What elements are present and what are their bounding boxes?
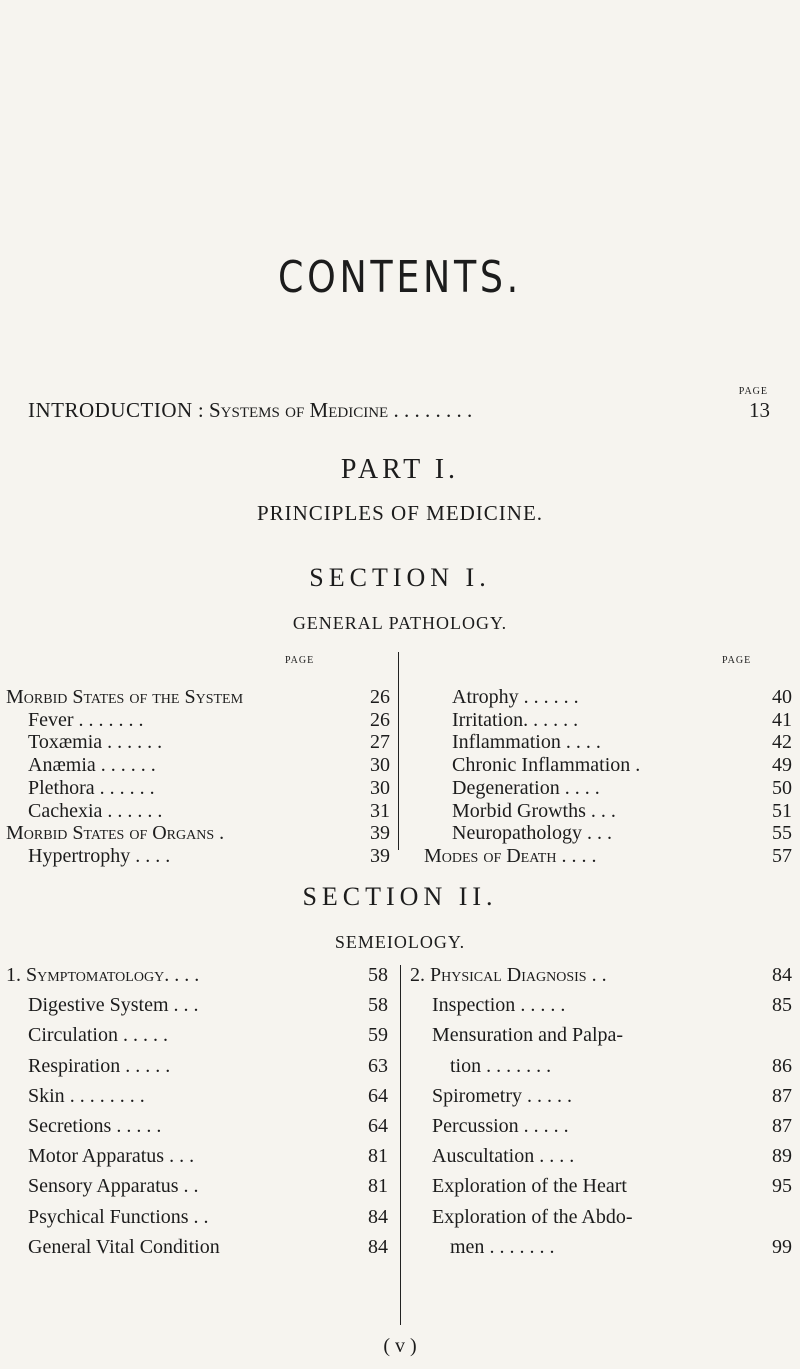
toc-entry[interactable] xyxy=(410,1024,792,1047)
toc-entry-page: 99 xyxy=(772,1235,792,1258)
toc-entry-leader: . xyxy=(214,822,225,845)
section-1-left-page-label: PAGE xyxy=(285,655,315,666)
toc-entry-page: 84 xyxy=(368,1205,388,1228)
toc-entry-label: Exploration of the Heart xyxy=(432,1175,627,1198)
toc-entry[interactable] xyxy=(410,1236,792,1259)
toc-entry[interactable] xyxy=(412,800,792,823)
toc-entry[interactable] xyxy=(412,709,792,732)
toc-entry-label: Sensory Apparatus xyxy=(28,1175,179,1198)
toc-entry-label: men xyxy=(450,1235,485,1258)
toc-entry-leader: . . . . . xyxy=(522,1084,572,1107)
toc-entry[interactable] xyxy=(410,1145,792,1168)
toc-entry-page: 51 xyxy=(772,799,792,822)
toc-entry-page: 84 xyxy=(772,964,792,986)
toc-entry-leader: . . . . . . xyxy=(94,776,155,799)
toc-entry-leader: . . . . . xyxy=(111,1115,162,1137)
section-2-column-divider xyxy=(400,965,401,1325)
toc-entry-label: Spirometry xyxy=(432,1084,522,1107)
toc-entry-leader: . . . . . xyxy=(518,1115,569,1137)
toc-entry-page: 64 xyxy=(368,1084,388,1107)
toc-entry-page: 49 xyxy=(772,754,792,777)
toc-entry-label: Circulation xyxy=(28,1024,118,1047)
toc-entry-leader: . . . . . . . xyxy=(484,1235,555,1258)
toc-entry-leader: . . . . . . xyxy=(518,686,579,708)
toc-entry[interactable] xyxy=(6,686,390,709)
toc-entry-label: Secretions xyxy=(28,1115,112,1137)
toc-entry[interactable] xyxy=(6,709,390,732)
toc-entry-leader: . xyxy=(630,754,641,777)
toc-entry[interactable] xyxy=(410,1175,792,1198)
toc-entry[interactable] xyxy=(412,845,792,868)
toc-entry-page: 42 xyxy=(772,731,792,754)
toc-entry-label: Morbid States of the System xyxy=(6,686,244,708)
toc-entry[interactable] xyxy=(6,822,390,845)
toc-entry-leader: . . xyxy=(586,964,607,986)
toc-entry-page: 81 xyxy=(368,1145,388,1168)
toc-entry-page: 87 xyxy=(772,1084,792,1107)
toc-entry-label: 1. Symptomatology xyxy=(6,964,165,986)
toc-entry-leader: . . . . . . . . xyxy=(64,1084,145,1107)
toc-entry-page: 85 xyxy=(772,994,792,1017)
toc-entry-leader: . . . xyxy=(585,799,616,822)
toc-entry-leader: . . xyxy=(178,1175,199,1198)
part-subtitle: PRINCIPLES OF MEDICINE. xyxy=(256,501,544,525)
toc-entry[interactable] xyxy=(6,1236,388,1259)
toc-entry-leader: . . . . . . xyxy=(523,708,579,731)
toc-entry-label: Morbid Growths xyxy=(452,799,586,822)
section-2-heading: SECTION II. xyxy=(302,882,498,911)
section-1-column-divider xyxy=(398,652,399,850)
toc-entry-leader: . . . . . . . xyxy=(481,1054,552,1077)
page-column-label: PAGE xyxy=(738,386,768,397)
toc-entry-leader: . . . . xyxy=(556,844,597,867)
section-2-subtitle: SEMEIOLOGY. xyxy=(334,932,466,952)
toc-entry-page: 59 xyxy=(368,1024,388,1047)
toc-entry[interactable] xyxy=(412,731,792,754)
toc-entry-leader: . . xyxy=(188,1205,209,1228)
toc-entry-label: Auscultation xyxy=(432,1145,535,1168)
toc-entry-leader: . . . . xyxy=(559,776,600,799)
toc-entry-leader: . . . . . . xyxy=(102,731,163,754)
toc-entry-page: 64 xyxy=(368,1115,388,1137)
toc-entry-page: 30 xyxy=(370,776,390,799)
toc-entry-page: 89 xyxy=(772,1145,792,1168)
toc-entry-page: 41 xyxy=(772,708,792,731)
toc-entry-label: Psychical Functions xyxy=(28,1205,189,1228)
toc-entry-label: Morbid States of Organs xyxy=(6,822,215,845)
toc-entry[interactable] xyxy=(410,964,792,987)
toc-entry-leader: . . . . . . xyxy=(95,754,156,777)
toc-entry-page: 27 xyxy=(370,731,390,754)
toc-entry-leader: . . . . xyxy=(130,844,171,867)
toc-entry-leader: . . . . . . . xyxy=(73,708,144,731)
toc-entry-page: 26 xyxy=(370,686,390,708)
toc-entry[interactable] xyxy=(6,731,390,754)
toc-entry[interactable] xyxy=(6,845,390,868)
introduction-entry[interactable]: INTRODUCTION : Systems of Medicine . . . . . . . . 13 xyxy=(28,398,770,422)
toc-entry[interactable] xyxy=(6,754,390,777)
toc-entry-label: Modes of Death xyxy=(424,844,557,867)
toc-entry[interactable] xyxy=(410,1085,792,1108)
toc-entry-page: 50 xyxy=(772,776,792,799)
toc-entry[interactable] xyxy=(6,1115,388,1138)
toc-entry-label: Anæmia xyxy=(28,754,96,777)
toc-entry-leader: . . . xyxy=(581,822,612,845)
toc-entry[interactable] xyxy=(6,1055,388,1078)
toc-entry-leader: . . . . xyxy=(560,731,601,754)
toc-entry-label: Respiration xyxy=(28,1054,121,1077)
toc-entry-label: Digestive System xyxy=(28,994,169,1017)
toc-entry-page: 86 xyxy=(772,1054,792,1077)
toc-entry-leader: . . . . . xyxy=(515,994,566,1017)
toc-entry-leader: . . . xyxy=(164,1145,195,1168)
toc-entry[interactable] xyxy=(6,964,388,987)
toc-entry-leader: . . . xyxy=(168,994,199,1017)
toc-entry-page: 84 xyxy=(368,1235,388,1258)
section-1-subtitle: GENERAL PATHOLOGY. xyxy=(292,613,508,633)
toc-entry-page: 57 xyxy=(772,844,792,867)
toc-entry[interactable] xyxy=(410,994,792,1017)
toc-entry-page: 63 xyxy=(368,1054,388,1077)
toc-entry[interactable] xyxy=(6,1085,388,1108)
toc-entry-page: 40 xyxy=(772,686,792,708)
toc-entry-page: 30 xyxy=(370,754,390,777)
toc-entry[interactable] xyxy=(412,754,792,777)
page-number-footer: ( v ) xyxy=(383,1335,417,1357)
toc-entry-label: Exploration of the Abdo- xyxy=(432,1205,633,1228)
toc-entry-label: Degeneration xyxy=(452,776,560,799)
toc-entry-page: 26 xyxy=(370,708,390,731)
toc-entry-label: Atrophy xyxy=(452,686,519,708)
toc-entry-label: Percussion xyxy=(432,1115,519,1137)
toc-entry[interactable] xyxy=(6,777,390,800)
toc-entry-label: Inflammation xyxy=(452,731,561,754)
toc-entry[interactable] xyxy=(412,777,792,800)
section-1-right-page-label: PAGE xyxy=(722,655,752,666)
toc-entry-label: Inspection xyxy=(432,994,516,1017)
toc-entry-leader: . . . . xyxy=(164,964,200,986)
introduction-leader: . . . . . . . . xyxy=(388,398,473,422)
toc-entry[interactable] xyxy=(6,994,388,1017)
toc-entry-label: Motor Apparatus xyxy=(28,1145,165,1168)
toc-entry-leader: . . . . . . xyxy=(102,799,163,822)
toc-entry-label: Fever xyxy=(28,708,74,731)
toc-entry-page: 58 xyxy=(368,964,388,986)
toc-entry-label: Hypertrophy xyxy=(28,844,131,867)
section-1-heading: SECTION I. xyxy=(309,563,491,592)
toc-entry[interactable] xyxy=(6,800,390,823)
toc-entry-leader: . . . . . xyxy=(120,1054,171,1077)
toc-entry-label: 2. Physical Diagnosis xyxy=(410,964,587,986)
toc-entry-label: General Vital Condition xyxy=(28,1235,220,1258)
introduction-heading: INTRODUCTION xyxy=(28,398,193,422)
toc-entry[interactable] xyxy=(6,1175,388,1198)
toc-entry-page: 55 xyxy=(772,822,792,845)
page-title: CONTENTS. xyxy=(278,252,522,303)
toc-entry-page: 39 xyxy=(370,822,390,845)
toc-entry-label: Toxæmia xyxy=(28,731,103,754)
toc-entry[interactable] xyxy=(412,822,792,845)
toc-entry[interactable] xyxy=(410,1206,792,1229)
toc-entry-page: 39 xyxy=(370,844,390,867)
toc-entry-label: Plethora xyxy=(28,776,95,799)
toc-entry-label: Chronic Inflammation xyxy=(452,754,631,777)
toc-entry-label: Irritation xyxy=(452,708,524,731)
toc-entry-page: 81 xyxy=(368,1175,388,1198)
toc-entry[interactable] xyxy=(6,1024,388,1047)
toc-entry-label: Cachexia xyxy=(28,799,103,822)
toc-entry-label: Skin xyxy=(28,1084,65,1107)
part-heading: PART I. xyxy=(340,454,460,485)
toc-entry-leader: . . . . . xyxy=(117,1024,168,1047)
toc-entry[interactable] xyxy=(412,686,792,709)
toc-entry[interactable] xyxy=(410,1055,792,1078)
introduction-subtitle: Systems of Medicine xyxy=(209,398,389,422)
introduction-page: 13 xyxy=(749,398,770,422)
toc-entry-page: 87 xyxy=(772,1115,792,1137)
toc-entry-page: 58 xyxy=(368,994,388,1017)
toc-entry-label: Neuropathology xyxy=(452,822,582,845)
toc-entry[interactable] xyxy=(410,1115,792,1138)
toc-entry-label: Mensuration and Palpa- xyxy=(432,1024,624,1047)
toc-entry-page: 31 xyxy=(370,799,390,822)
toc-entry-leader: . . . . xyxy=(534,1145,575,1168)
toc-entry-page: 95 xyxy=(772,1175,792,1198)
toc-entry-label: tion xyxy=(450,1054,482,1077)
toc-entry[interactable] xyxy=(6,1145,388,1168)
toc-entry[interactable] xyxy=(6,1206,388,1229)
